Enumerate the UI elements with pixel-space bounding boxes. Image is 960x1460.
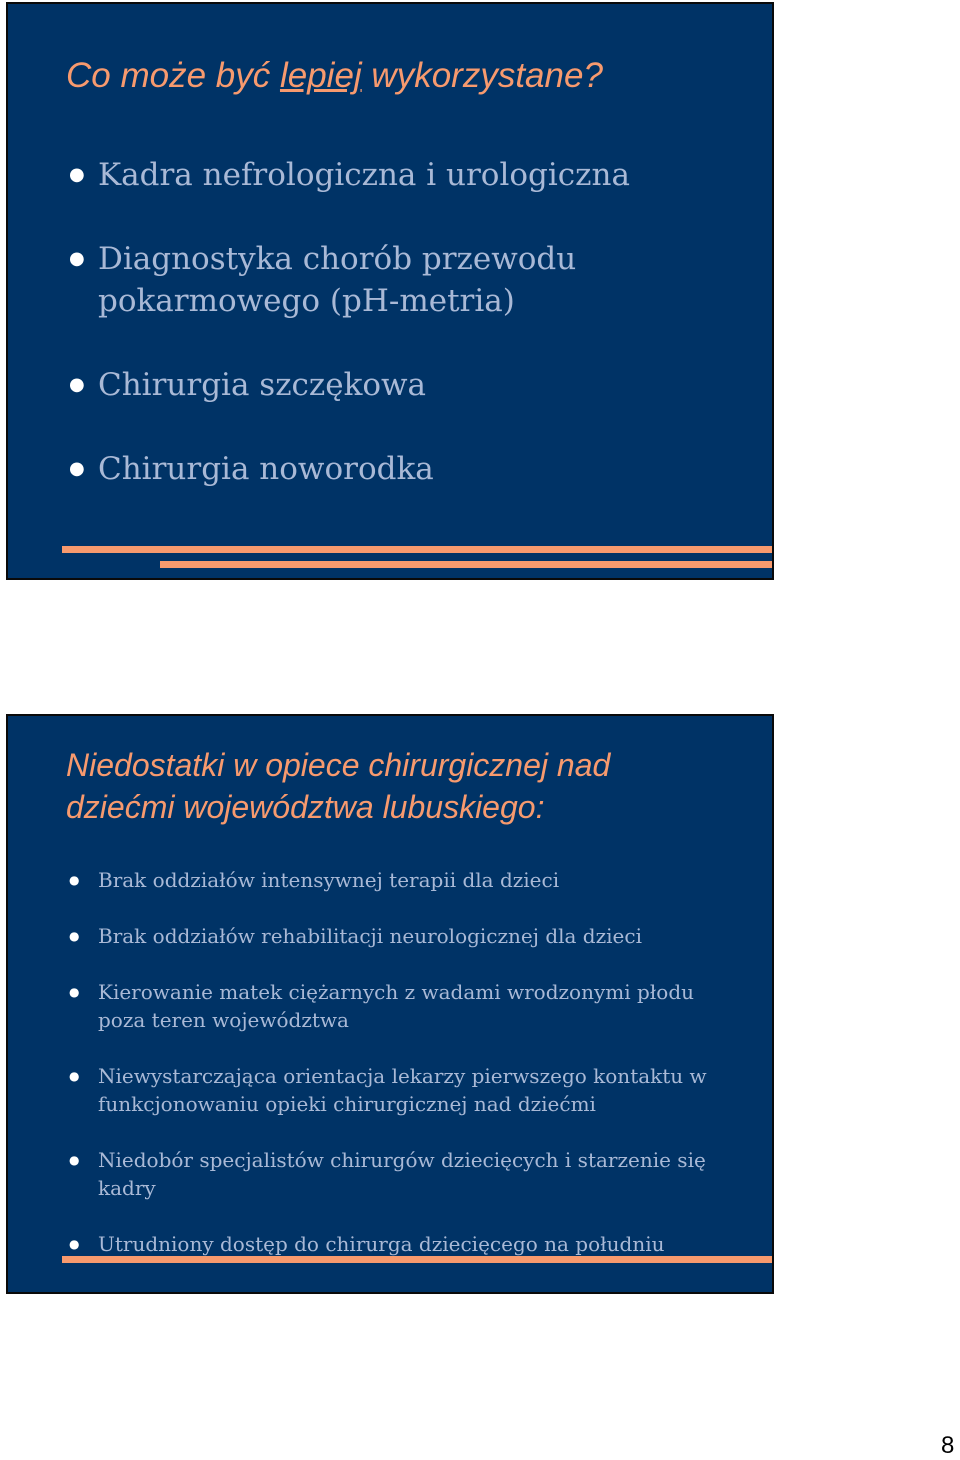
list-item [66,1146,746,1202]
bullet-icon: ● [69,1069,80,1083]
list-item [66,364,746,406]
bullet-icon: ● [69,374,85,395]
accent-bar [62,1256,774,1263]
bullet-text: Niewystarczająca orientacja lekarzy pierwszego kontaktu w funkcjonowaniu opieki chirurgicznej nad dziećmi [98,1064,707,1116]
bullet-icon: ● [69,929,80,943]
bullet-text: Kadra nefrologiczna i urologiczna [98,157,630,193]
bullet-text: Chirurgia noworodka [98,451,434,487]
title-suffix: wykorzystane? [361,56,603,95]
bullet-icon: ● [69,873,80,887]
bullet-text: Niedobór specjalistów chirurgów dziecięcych i starzenie się kadry [98,1148,706,1200]
bullet-icon: ● [69,248,85,269]
list-item [66,1230,746,1258]
accent-bar [160,561,774,568]
bullet-icon: ● [69,1153,80,1167]
title-underlined-word: lepiej [279,56,362,95]
slide-2 [6,714,774,1294]
bullet-text: Brak oddziałów intensywnej terapii dla dzieci [98,868,560,892]
bullet-text: Kierowanie matek ciężarnych z wadami wrodzonymi płodu poza teren województwa [98,980,694,1032]
accent-bar [62,546,774,553]
bullet-icon: ● [69,458,85,479]
list-item [66,154,746,196]
bullet-icon: ● [69,164,85,185]
list-item [66,448,746,490]
slide-1 [6,2,774,580]
list-item [66,922,746,950]
slide-1-title [66,54,603,98]
list-item [66,1062,746,1118]
bullet-text: Chirurgia szczękowa [98,367,427,403]
bullet-text: Diagnostyka chorób przewodu pokarmowego (pH-metria) [98,241,577,319]
slide-2-title: Niedostatki w opiece chirurgicznej nad dziećmi województwa lubuskiego: [66,747,611,825]
list-item [66,238,746,322]
bullet-icon: ● [69,1237,80,1251]
slide-1-bullet-list [66,154,746,532]
bullet-text: Brak oddziałów rehabilitacji neurologicznej dla dzieci [98,924,642,948]
bullet-icon: ● [69,985,80,999]
list-item [66,866,746,894]
slide-2-bullet-list [66,866,746,1286]
page-number: 8 [941,1432,955,1459]
title-prefix: Co może być [66,56,280,95]
list-item [66,978,746,1034]
bullet-text: Utrudniony dostęp do chirurga dziecięcego na południu [98,1232,665,1256]
